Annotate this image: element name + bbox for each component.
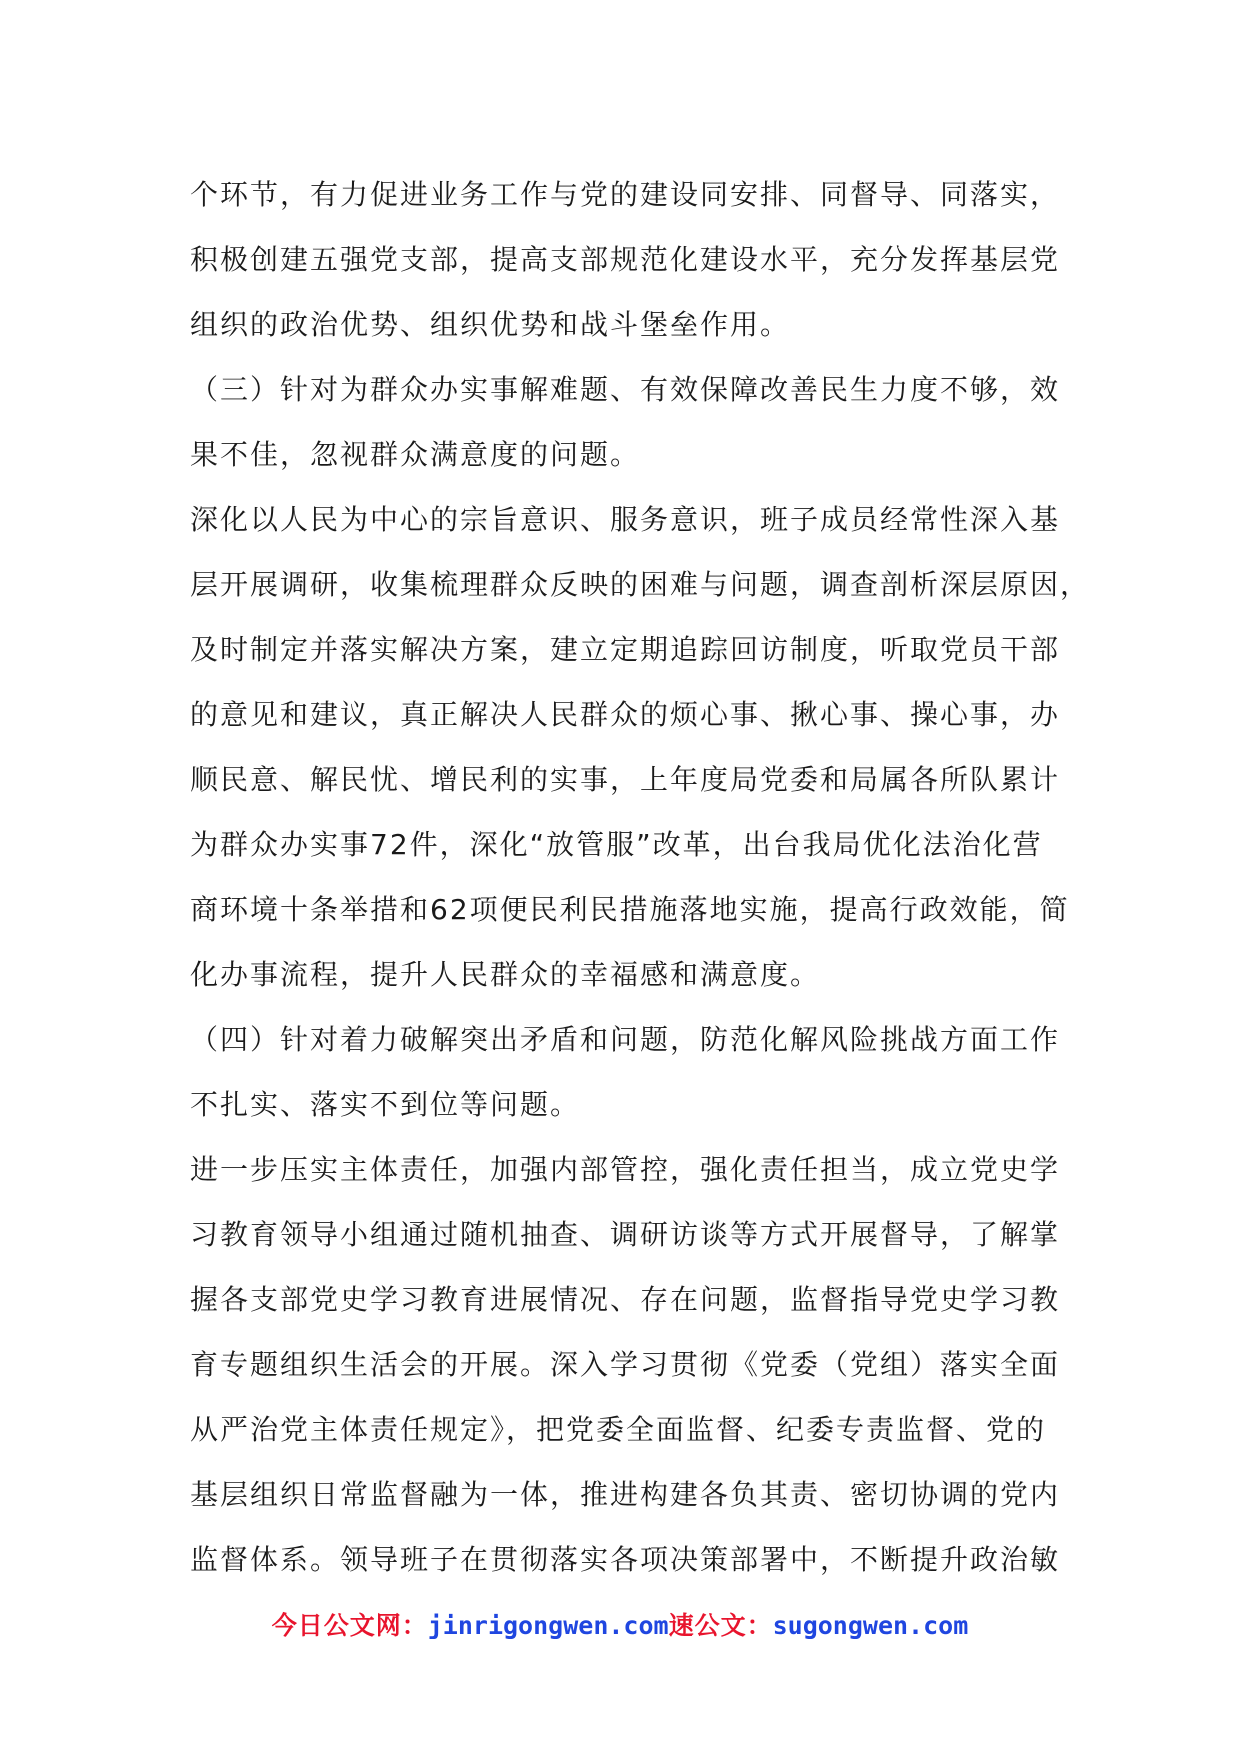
text-line: 深化以人民为中心的宗旨意识、服务意识，班子成员经常性深入基 [190,503,1061,536]
text-line: 组织的政治优势、组织优势和战斗堡垒作用。 [190,308,791,341]
site2-name: 速公文： [668,1611,773,1640]
text-line: 的意见和建议，真正解决人民群众的烦心事、揪心事、操心事，办 [190,698,1061,731]
section-heading-4: （四）针对着力破解突出矛盾和问题，防范化解风险挑战方面工作 [190,1023,1061,1056]
text-line: 从严治党主体责任规定》，把党委全面监督、纪委专责监督、党的 [190,1413,1047,1446]
text-line: 层开展调研，收集梳理群众反映的困难与问题，调查剖析深层原因， [190,568,1091,601]
section-heading-3-cont: 果不佳，忽视群众满意度的问题。 [190,438,641,471]
text-line: 商环境十条举措和62项便民利民措施落地实施，提高行政效能，简 [190,893,1070,926]
text-line: 化办事流程，提升人民群众的幸福感和满意度。 [190,958,821,991]
section-heading-3: （三）针对为群众办实事解难题、有效保障改善民生力度不够，效 [190,373,1061,406]
text-line: 个环节，有力促进业务工作与党的建设同安排、同督导、同落实， [190,178,1061,211]
site1-name: 今日公文网： [271,1611,428,1640]
text-line: 进一步压实主体责任，加强内部管控，强化责任担当，成立党史学 [190,1153,1061,1186]
section-heading-4-cont: 不扎实、落实不到位等问题。 [190,1088,581,1121]
text-line: 基层组织日常监督融为一体，推进构建各负其责、密切协调的党内 [190,1478,1061,1511]
text-line: 积极创建五强党支部，提高支部规范化建设水平，充分发挥基层党 [190,243,1061,276]
text-line: 为群众办实事72件，深化“放管服”改革，出台我局优化法治化营 [190,828,1043,861]
text-line: 育专题组织生活会的开展。深入学习贯彻《党委（党组）落实全面 [190,1348,1061,1381]
text-line: 握各支部党史学习教育进展情况、存在问题，监督指导党史学习教 [190,1283,1061,1316]
document-body [190,162,1091,1592]
text-line: 及时制定并落实解决方案，建立定期追踪回访制度，听取党员干部 [190,633,1061,666]
footer-watermark [0,1606,1240,1642]
text-line: 习教育领导小组通过随机抽查、调研访谈等方式开展督导，了解掌 [190,1218,1061,1251]
site2-url[interactable]: sugongwen.com [772,1611,969,1640]
site1-url[interactable]: jinrigongwen.com [427,1611,669,1640]
text-line: 监督体系。领导班子在贯彻落实各项决策部署中，不断提升政治敏 [190,1543,1061,1576]
text-line: 顺民意、解民忧、增民利的实事，上年度局党委和局属各所队累计 [190,763,1061,796]
